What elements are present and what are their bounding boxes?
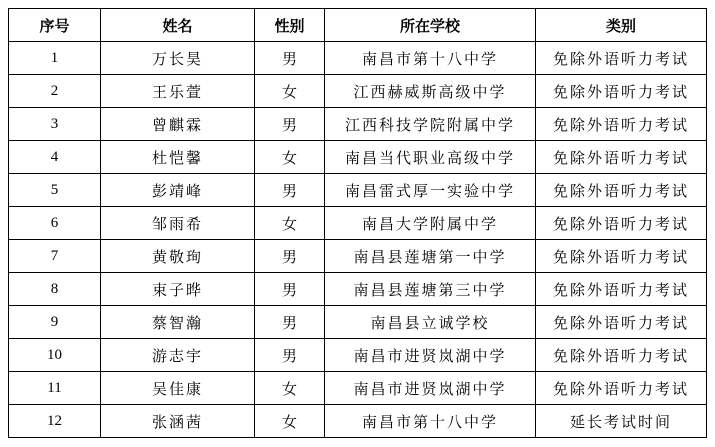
cell-category: 免除外语听力考试: [536, 141, 707, 174]
cell-category: 免除外语听力考试: [536, 174, 707, 207]
cell-category: 免除外语听力考试: [536, 75, 707, 108]
cell-school: 南昌当代职业高级中学: [325, 141, 536, 174]
cell-number: 8: [9, 273, 101, 306]
cell-gender: 男: [255, 273, 325, 306]
cell-number: 11: [9, 372, 101, 405]
cell-category: 免除外语听力考试: [536, 306, 707, 339]
cell-name: 杜恺馨: [101, 141, 255, 174]
cell-number: 6: [9, 207, 101, 240]
cell-gender: 女: [255, 372, 325, 405]
cell-gender: 男: [255, 174, 325, 207]
cell-school: 南昌大学附属中学: [325, 207, 536, 240]
table-row: [9, 75, 707, 108]
table-header-row: [9, 9, 707, 42]
cell-category: 延长考试时间: [536, 405, 707, 438]
cell-school: 南昌县莲塘第一中学: [325, 240, 536, 273]
cell-name: 蔡智瀚: [101, 306, 255, 339]
cell-number: 10: [9, 339, 101, 372]
table-row: [9, 42, 707, 75]
cell-school: 南昌雷式厚一实验中学: [325, 174, 536, 207]
header-category: 类别: [536, 9, 707, 42]
cell-school: 南昌市第十八中学: [325, 405, 536, 438]
cell-number: 3: [9, 108, 101, 141]
cell-number: 9: [9, 306, 101, 339]
table-row: [9, 174, 707, 207]
student-table: [8, 8, 707, 438]
table-row: [9, 372, 707, 405]
table-row: [9, 273, 707, 306]
table-row: [9, 207, 707, 240]
header-gender: 性别: [255, 9, 325, 42]
cell-name: 万长昊: [101, 42, 255, 75]
cell-school: 南昌市进贤岚湖中学: [325, 339, 536, 372]
cell-gender: 女: [255, 207, 325, 240]
cell-gender: 男: [255, 108, 325, 141]
cell-gender: 女: [255, 141, 325, 174]
student-table-container: [8, 8, 707, 438]
cell-category: 免除外语听力考试: [536, 207, 707, 240]
table-row: [9, 108, 707, 141]
cell-school: 南昌市进贤岚湖中学: [325, 372, 536, 405]
table-row: [9, 141, 707, 174]
cell-name: 游志宇: [101, 339, 255, 372]
cell-name: 吴佳康: [101, 372, 255, 405]
header-school: 所在学校: [325, 9, 536, 42]
cell-gender: 男: [255, 42, 325, 75]
cell-name: 王乐萱: [101, 75, 255, 108]
cell-gender: 女: [255, 75, 325, 108]
cell-number: 4: [9, 141, 101, 174]
cell-gender: 女: [255, 405, 325, 438]
cell-number: 1: [9, 42, 101, 75]
cell-category: 免除外语听力考试: [536, 339, 707, 372]
cell-school: 南昌县立诚学校: [325, 306, 536, 339]
cell-name: 束子晔: [101, 273, 255, 306]
cell-number: 5: [9, 174, 101, 207]
cell-category: 免除外语听力考试: [536, 240, 707, 273]
table-row: [9, 405, 707, 438]
cell-name: 黄敬珣: [101, 240, 255, 273]
cell-number: 2: [9, 75, 101, 108]
header-name: 姓名: [101, 9, 255, 42]
cell-school: 江西科技学院附属中学: [325, 108, 536, 141]
cell-gender: 男: [255, 240, 325, 273]
table-row: [9, 240, 707, 273]
cell-category: 免除外语听力考试: [536, 42, 707, 75]
cell-name: 曾麒霖: [101, 108, 255, 141]
cell-school: 南昌市第十八中学: [325, 42, 536, 75]
cell-name: 邹雨希: [101, 207, 255, 240]
cell-school: 江西赫威斯高级中学: [325, 75, 536, 108]
cell-category: 免除外语听力考试: [536, 108, 707, 141]
cell-name: 张涵茜: [101, 405, 255, 438]
cell-number: 12: [9, 405, 101, 438]
cell-category: 免除外语听力考试: [536, 273, 707, 306]
cell-name: 彭靖峰: [101, 174, 255, 207]
cell-gender: 男: [255, 306, 325, 339]
cell-number: 7: [9, 240, 101, 273]
cell-school: 南昌县莲塘第三中学: [325, 273, 536, 306]
cell-gender: 男: [255, 339, 325, 372]
table-row: [9, 306, 707, 339]
cell-category: 免除外语听力考试: [536, 372, 707, 405]
table-row: [9, 339, 707, 372]
header-number: 序号: [9, 9, 101, 42]
